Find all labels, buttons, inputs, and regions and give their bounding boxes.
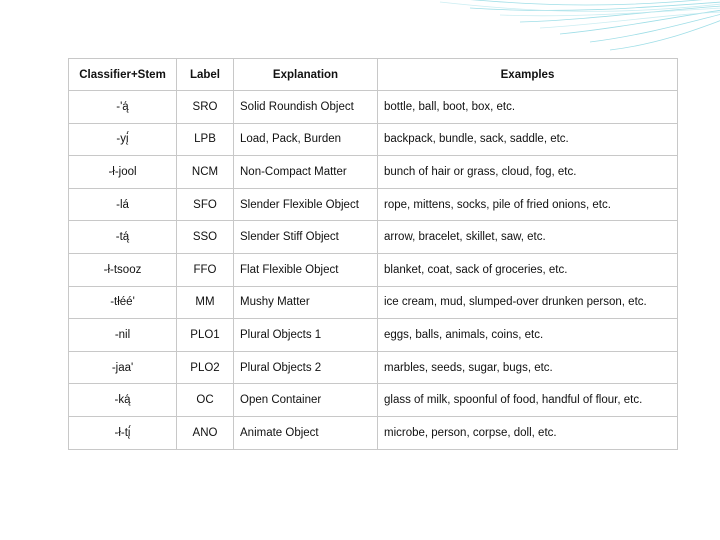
cell-classifier: -lá [69,188,177,221]
classifier-table [68,58,678,450]
cell-label: SFO [177,188,234,221]
cell-examples: eggs, balls, animals, coins, etc. [378,319,678,352]
cell-label: LPB [177,123,234,156]
cell-label: FFO [177,253,234,286]
cell-examples: marbles, seeds, sugar, bugs, etc. [378,351,678,384]
cell-explanation: Plural Objects 1 [234,319,378,352]
cell-classifier: -nil [69,319,177,352]
table-row [69,156,678,189]
cell-label: SRO [177,91,234,124]
cell-examples: bunch of hair or grass, cloud, fog, etc. [378,156,678,189]
table-header-row [69,59,678,91]
table-row [69,253,678,286]
table-row [69,319,678,352]
cell-examples: rope, mittens, socks, pile of fried onions, etc. [378,188,678,221]
cell-classifier: -yį́ [69,123,177,156]
table-row [69,286,678,319]
cell-examples: arrow, bracelet, skillet, saw, etc. [378,221,678,254]
cell-classifier: -'ą́ [69,91,177,124]
column-header-examples: Examples [378,59,678,91]
table-row [69,416,678,449]
cell-label: MM [177,286,234,319]
cell-explanation: Plural Objects 2 [234,351,378,384]
cell-examples: ice cream, mud, slumped-over drunken person, etc. [378,286,678,319]
column-header-classifier-stem: Classifier+Stem [69,59,177,91]
cell-label: PLO2 [177,351,234,384]
cell-explanation: Load, Pack, Burden [234,123,378,156]
classifier-table-container [68,58,678,450]
cell-explanation: Flat Flexible Object [234,253,378,286]
cell-examples: bottle, ball, boot, box, etc. [378,91,678,124]
cell-label: PLO1 [177,319,234,352]
cell-explanation: Solid Roundish Object [234,91,378,124]
table-row [69,351,678,384]
cell-explanation: Slender Stiff Object [234,221,378,254]
cell-explanation: Non-Compact Matter [234,156,378,189]
cell-explanation: Mushy Matter [234,286,378,319]
table-row [69,384,678,417]
cell-classifier: -ł-jool [69,156,177,189]
table-row [69,123,678,156]
table-row [69,188,678,221]
cell-explanation: Animate Object [234,416,378,449]
cell-classifier: -ł-tsooz [69,253,177,286]
column-header-explanation: Explanation [234,59,378,91]
cell-explanation: Slender Flexible Object [234,188,378,221]
cell-examples: microbe, person, corpse, doll, etc. [378,416,678,449]
cell-explanation: Open Container [234,384,378,417]
table-row [69,91,678,124]
cell-classifier: -tłéé' [69,286,177,319]
column-header-label: Label [177,59,234,91]
cell-classifier: -ł-tį́ [69,416,177,449]
cell-label: SSO [177,221,234,254]
cell-label: ANO [177,416,234,449]
cell-label: NCM [177,156,234,189]
cell-classifier: -tą́ [69,221,177,254]
cell-classifier: -ką́ [69,384,177,417]
table-row [69,221,678,254]
cell-examples: backpack, bundle, sack, saddle, etc. [378,123,678,156]
cell-examples: glass of milk, spoonful of food, handful of flour, etc. [378,384,678,417]
cell-examples: blanket, coat, sack of groceries, etc. [378,253,678,286]
cell-label: OC [177,384,234,417]
cell-classifier: -jaa' [69,351,177,384]
